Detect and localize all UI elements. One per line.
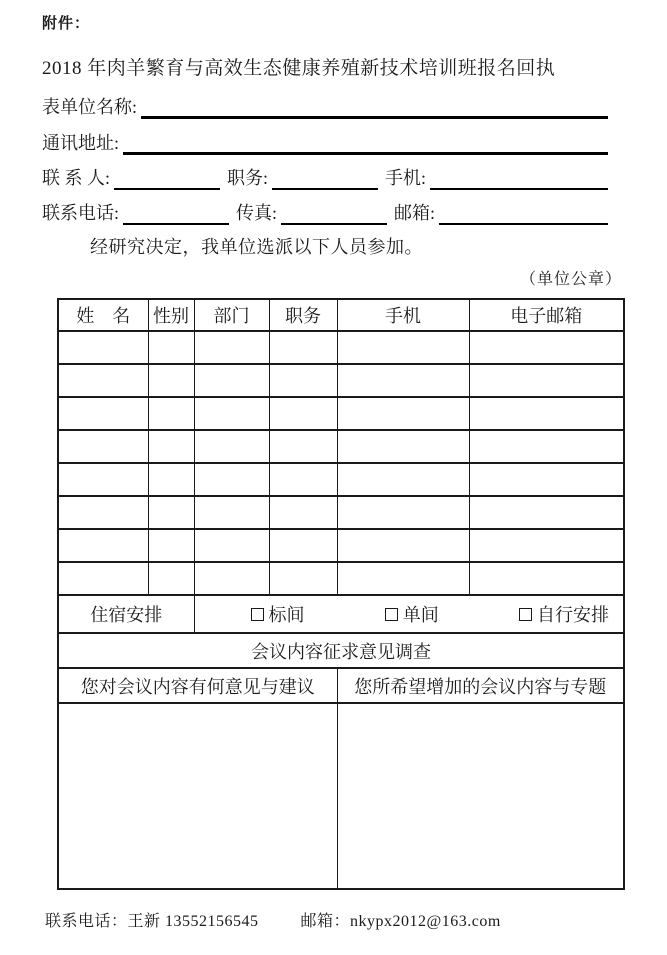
table-cell[interactable] bbox=[469, 364, 624, 397]
personnel-table bbox=[57, 298, 625, 890]
table-row bbox=[58, 331, 624, 364]
table-cell[interactable] bbox=[469, 496, 624, 529]
table-cell[interactable] bbox=[269, 331, 337, 364]
table-cell[interactable] bbox=[148, 397, 194, 430]
table-cell[interactable] bbox=[194, 529, 269, 562]
table-cell[interactable] bbox=[148, 562, 194, 595]
accommodation-row bbox=[58, 595, 624, 633]
table-cell[interactable] bbox=[148, 529, 194, 562]
table-cell[interactable] bbox=[469, 331, 624, 364]
footer-email-value: nkypx2012@163.com bbox=[350, 913, 501, 930]
address-label: 通讯地址: bbox=[42, 133, 120, 153]
accommodation-option-label: 单间 bbox=[402, 605, 439, 625]
table-row bbox=[58, 463, 624, 496]
table-row bbox=[58, 562, 624, 595]
table-cell[interactable] bbox=[194, 496, 269, 529]
survey-title: 会议内容征求意见调查 bbox=[58, 633, 624, 668]
position-field[interactable] bbox=[272, 166, 378, 190]
table-cell[interactable] bbox=[148, 331, 194, 364]
contact-person-field[interactable] bbox=[114, 166, 220, 190]
position-label: 职务: bbox=[227, 168, 269, 188]
col-header-email: 电子邮箱 bbox=[469, 299, 624, 331]
page-title: 2018 年肉羊繁育与高效生态健康养殖新技术培训班报名回执 bbox=[42, 58, 556, 79]
fax-label: 传真: bbox=[236, 203, 278, 223]
contact-person-label: 联 系 人: bbox=[42, 168, 111, 188]
table-cell[interactable] bbox=[337, 496, 469, 529]
col-header-title: 职务 bbox=[269, 299, 337, 331]
accommodation-options-cell bbox=[194, 595, 624, 633]
table-cell[interactable] bbox=[337, 529, 469, 562]
address-field[interactable] bbox=[123, 131, 608, 155]
footer-phone bbox=[45, 908, 259, 931]
checkbox-icon[interactable] bbox=[251, 608, 264, 621]
table-cell[interactable] bbox=[58, 397, 148, 430]
table-cell[interactable] bbox=[469, 463, 624, 496]
survey-col-opinions: 您对会议内容有何意见与建议 bbox=[58, 668, 337, 703]
accommodation-option-label: 标间 bbox=[268, 605, 305, 625]
address-row bbox=[42, 128, 608, 155]
table-cell[interactable] bbox=[148, 430, 194, 463]
table-cell[interactable] bbox=[269, 463, 337, 496]
phone-field[interactable] bbox=[123, 201, 229, 225]
email-label: 邮箱: bbox=[394, 203, 436, 223]
unit-name-field[interactable] bbox=[141, 95, 608, 119]
accommodation-option-standard[interactable] bbox=[251, 601, 305, 627]
table-cell[interactable] bbox=[469, 562, 624, 595]
table-cell[interactable] bbox=[58, 430, 148, 463]
table-cell[interactable] bbox=[337, 364, 469, 397]
table-cell[interactable] bbox=[337, 562, 469, 595]
survey-topics-field[interactable] bbox=[337, 703, 624, 889]
attachment-label: 附件： bbox=[42, 16, 91, 32]
footer-contacts bbox=[45, 908, 501, 931]
table-cell[interactable] bbox=[337, 430, 469, 463]
table-cell[interactable] bbox=[58, 463, 148, 496]
survey-title-row bbox=[58, 633, 624, 668]
table-row bbox=[58, 529, 624, 562]
col-header-dept: 部门 bbox=[194, 299, 269, 331]
footer-email-label: 邮箱： bbox=[300, 913, 351, 930]
table-cell[interactable] bbox=[58, 331, 148, 364]
table-header-row bbox=[58, 299, 624, 331]
contact-row bbox=[42, 163, 608, 190]
unit-name-label: 表单位名称: bbox=[42, 97, 138, 117]
table-cell[interactable] bbox=[269, 529, 337, 562]
table-cell[interactable] bbox=[194, 430, 269, 463]
table-cell[interactable] bbox=[58, 364, 148, 397]
footer-phone-label: 联系电话： bbox=[45, 913, 128, 930]
table-cell[interactable] bbox=[269, 496, 337, 529]
unit-name-row bbox=[42, 92, 608, 119]
table-row bbox=[58, 430, 624, 463]
accommodation-option-single[interactable] bbox=[385, 601, 439, 627]
table-cell[interactable] bbox=[148, 364, 194, 397]
table-cell[interactable] bbox=[58, 496, 148, 529]
table-cell[interactable] bbox=[337, 397, 469, 430]
checkbox-icon[interactable] bbox=[519, 608, 532, 621]
accommodation-label: 住宿安排 bbox=[58, 595, 194, 633]
table-row bbox=[58, 397, 624, 430]
table-cell[interactable] bbox=[269, 397, 337, 430]
table-cell[interactable] bbox=[194, 331, 269, 364]
table-cell[interactable] bbox=[469, 430, 624, 463]
table-cell[interactable] bbox=[269, 562, 337, 595]
table-cell[interactable] bbox=[194, 364, 269, 397]
table-cell[interactable] bbox=[194, 463, 269, 496]
table-cell[interactable] bbox=[269, 364, 337, 397]
table-cell[interactable] bbox=[58, 529, 148, 562]
table-cell[interactable] bbox=[148, 496, 194, 529]
table-cell[interactable] bbox=[58, 562, 148, 595]
col-header-name: 姓 名 bbox=[58, 299, 148, 331]
table-empty-rows bbox=[58, 331, 624, 595]
mobile-field[interactable] bbox=[430, 166, 608, 190]
col-header-gender: 性别 bbox=[148, 299, 194, 331]
accommodation-option-self[interactable] bbox=[519, 601, 609, 627]
statement-text: 经研究决定，我单位选派以下人员参加。 bbox=[90, 237, 423, 257]
survey-col-topics: 您所希望增加的会议内容与专题 bbox=[337, 668, 624, 703]
table-cell[interactable] bbox=[469, 397, 624, 430]
table-cell[interactable] bbox=[148, 463, 194, 496]
checkbox-icon[interactable] bbox=[385, 608, 398, 621]
table-cell[interactable] bbox=[337, 463, 469, 496]
footer-email bbox=[301, 908, 501, 931]
fax-field[interactable] bbox=[281, 201, 387, 225]
table-cell[interactable] bbox=[337, 331, 469, 364]
survey-answer-row bbox=[58, 703, 624, 889]
seal-note: （单位公章） bbox=[519, 271, 622, 288]
table-cell[interactable] bbox=[269, 430, 337, 463]
accommodation-options bbox=[195, 601, 624, 627]
survey-header-row bbox=[58, 668, 624, 703]
table-row bbox=[58, 496, 624, 529]
footer-phone-value: 王新 13552156545 bbox=[127, 913, 259, 930]
email-field[interactable] bbox=[439, 201, 608, 225]
phone-label: 联系电话: bbox=[42, 203, 120, 223]
table-cell[interactable] bbox=[469, 529, 624, 562]
table-cell[interactable] bbox=[194, 397, 269, 430]
col-header-mobile: 手机 bbox=[337, 299, 469, 331]
phone-row bbox=[42, 198, 608, 225]
mobile-label: 手机: bbox=[385, 168, 427, 188]
table-row bbox=[58, 364, 624, 397]
survey-opinions-field[interactable] bbox=[58, 703, 337, 889]
accommodation-option-label: 自行安排 bbox=[537, 605, 609, 625]
table-cell[interactable] bbox=[194, 562, 269, 595]
